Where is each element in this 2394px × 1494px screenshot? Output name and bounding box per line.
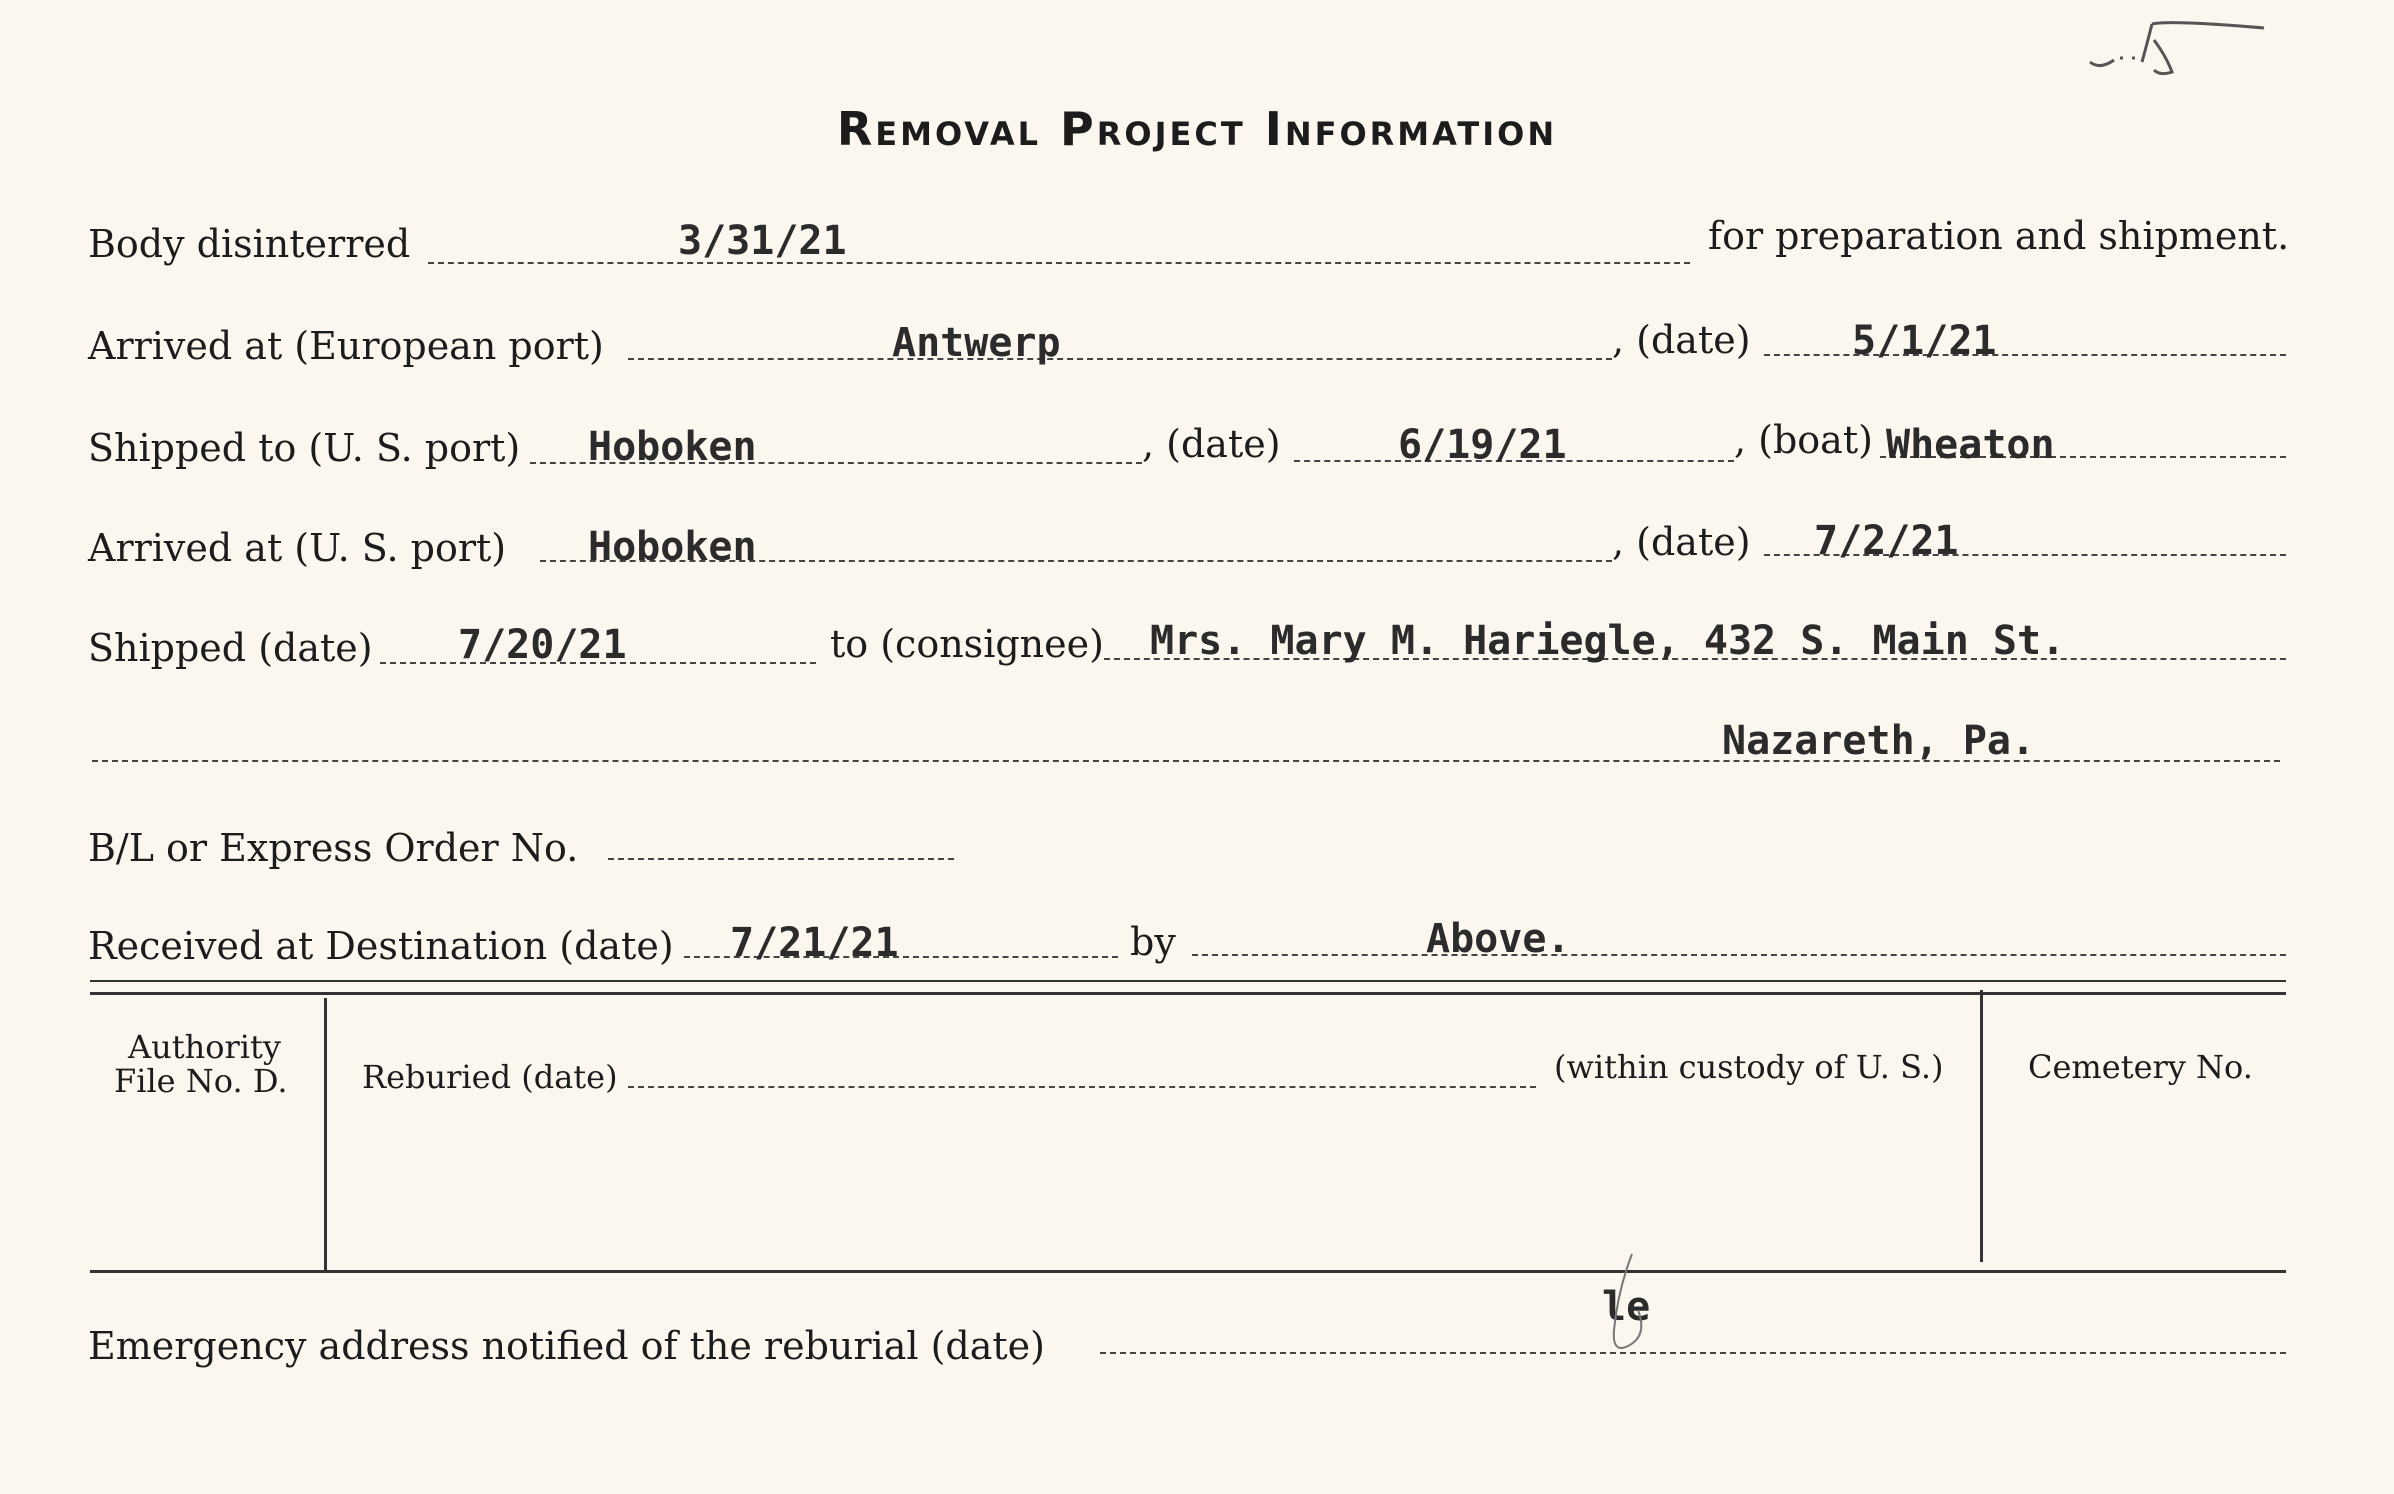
box-top-rule-1	[90, 980, 2286, 982]
consignee-label: to (consignee)	[830, 622, 1104, 666]
shipped-date2-value: 7/20/21	[458, 622, 627, 668]
reburied-label: Reburied (date)	[362, 1058, 618, 1096]
cemetery-label: Cemetery No.	[2028, 1048, 2253, 1086]
authority-label-line1: Authority	[128, 1028, 281, 1066]
body-disinterred-value: 3/31/21	[678, 218, 847, 264]
shipped-us-port-value: Hoboken	[588, 424, 757, 470]
page-title: Removal Project Information	[836, 102, 1558, 156]
box-divider-left	[324, 998, 327, 1270]
received-destination-label: Received at Destination (date)	[88, 924, 674, 968]
shipped-date-value: 6/19/21	[1398, 422, 1567, 468]
body-disinterred-line	[428, 262, 1690, 264]
boat-value: Wheaton	[1886, 422, 2055, 468]
emergency-mark: le	[1602, 1284, 1651, 1330]
arrived-date-value: 7/2/21	[1814, 518, 1959, 564]
consignee-value-line-2: Nazareth, Pa.	[1722, 718, 2036, 764]
emergency-pencil-mark	[1598, 1250, 1668, 1360]
european-date-value: 5/1/21	[1852, 318, 1997, 364]
box-divider-right	[1980, 990, 1983, 1262]
by-value: Above.	[1426, 916, 1571, 962]
emergency-label: Emergency address notified of the reburial (date)	[88, 1324, 1045, 1368]
arrived-us-port-label: Arrived at (U. S. port)	[88, 526, 507, 570]
arrived-date-label: , (date)	[1612, 520, 1751, 564]
emergency-line	[1100, 1352, 2286, 1354]
received-destination-value: 7/21/21	[730, 920, 899, 966]
european-date-line	[1764, 354, 2286, 356]
bl-express-label: B/L or Express Order No.	[88, 826, 579, 870]
european-port-value: Antwerp	[892, 320, 1061, 366]
shipped-date2-label: Shipped (date)	[88, 626, 373, 670]
european-date-label: , (date)	[1612, 318, 1751, 362]
custody-label: (within custody of U. S.)	[1554, 1048, 1944, 1086]
corner-pencil-mark	[2080, 10, 2280, 90]
box-bottom-rule	[90, 1270, 2286, 1273]
bl-express-line	[608, 858, 954, 860]
shipped-date-label: , (date)	[1142, 422, 1281, 466]
consignee-value: Mrs. Mary M. Hariegle, 432 S. Main St.	[1150, 618, 2066, 664]
body-disinterred-label: Body disinterred	[88, 222, 411, 266]
reburied-line	[628, 1086, 1536, 1088]
european-port-line	[628, 358, 1612, 360]
by-line	[1192, 954, 2286, 956]
boat-label: , (boat)	[1734, 418, 1873, 462]
box-top-rule-2	[90, 992, 2286, 995]
shipped-us-port-label: Shipped to (U. S. port)	[88, 426, 521, 470]
preparation-suffix-label: for preparation and shipment.	[1708, 214, 2290, 258]
european-port-label: Arrived at (European port)	[88, 324, 604, 368]
by-label: by	[1130, 920, 1176, 964]
arrived-us-port-value: Hoboken	[588, 524, 757, 570]
authority-label-line2: File No. D.	[114, 1062, 288, 1100]
